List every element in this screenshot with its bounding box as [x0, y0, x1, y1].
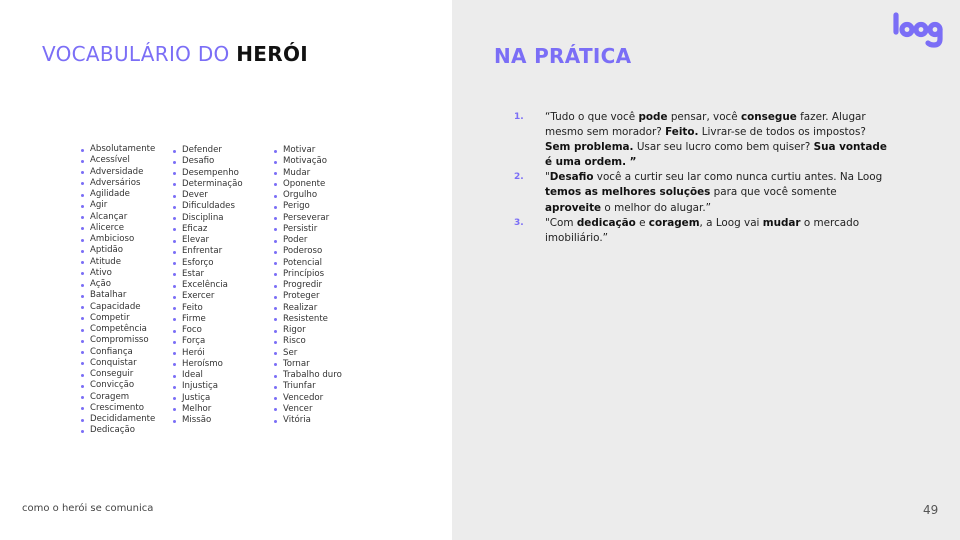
vocabulary-word: Perseverar — [274, 213, 342, 224]
vocabulary-word: Desafio — [173, 156, 243, 167]
footer-caption: como o herói se comunica — [22, 503, 154, 514]
vocabulary-word: Foco — [173, 325, 243, 336]
vocabulary-word: Potencial — [274, 258, 342, 269]
practice-emphasis: Sua vontade é uma ordem. ” — [545, 141, 887, 169]
vocabulary-word: Coragem — [81, 392, 155, 403]
vocabulary-word: Conquistar — [81, 358, 155, 369]
vocabulary-word: Trabalho duro — [274, 370, 342, 381]
vocabulary-word: Mudar — [274, 168, 342, 179]
vocabulary-word: Vitória — [274, 415, 342, 426]
vocabulary-word: Tornar — [274, 359, 342, 370]
page-number: 49 — [923, 503, 939, 517]
vocabulary-column-1 — [81, 144, 155, 437]
vocabulary-word: Persistir — [274, 224, 342, 235]
vocabulary-word: Desempenho — [173, 168, 243, 179]
practice-text: o mercado imobiliário.” — [545, 216, 860, 244]
vocabulary-word: Missão — [173, 415, 243, 426]
practice-emphasis: dedicação — [576, 216, 636, 229]
vocabulary-word: Adversários — [81, 178, 155, 189]
practice-emphasis: mudar — [762, 216, 801, 229]
practice-text: pensar, você — [667, 111, 741, 123]
vocabulary-word: Ação — [81, 279, 155, 290]
vocabulary-word: Poderoso — [274, 246, 342, 257]
vocabulary-word: Aptidão — [81, 245, 155, 256]
vocabulary-word: Rigor — [274, 325, 342, 336]
vocabulary-word: Decididamente — [81, 414, 155, 425]
practice-item-number: 1. — [514, 112, 524, 122]
practice-text: para que você somente — [710, 186, 837, 199]
vocabulary-word: Risco — [274, 336, 342, 347]
vocabulary-word: Atitude — [81, 257, 155, 268]
vocabulary-word: Vencer — [274, 404, 342, 415]
practice-panel — [452, 0, 960, 540]
practice-item — [514, 216, 892, 246]
practice-emphasis: Sem problema. — [545, 141, 634, 154]
practice-item-number: 3. — [514, 217, 524, 228]
vocabulary-word: Defender — [173, 145, 243, 156]
vocabulary-column-3 — [274, 145, 342, 426]
vocabulary-word: Esforço — [173, 258, 243, 269]
practice-item-number: 2. — [514, 172, 524, 183]
vocabulary-word: Motivar — [274, 145, 342, 156]
vocabulary-word: Poder — [274, 235, 342, 246]
practice-emphasis: pode — [638, 111, 668, 123]
practice-item — [514, 110, 892, 170]
vocabulary-word: Disciplina — [173, 213, 243, 224]
vocabulary-word: Crescimento — [81, 403, 155, 414]
vocabulary-word: Competência — [81, 324, 155, 335]
vocabulary-word: Elevar — [173, 235, 243, 246]
vocabulary-word: Exercer — [173, 291, 243, 302]
vocabulary-word: Injustiça — [173, 381, 243, 392]
vocabulary-title — [42, 42, 308, 66]
practice-text: você a curtir seu lar como nunca curtiu antes. Na Loog — [593, 171, 883, 184]
vocabulary-word: Adversidade — [81, 167, 155, 178]
vocabulary-word: Convicção — [81, 380, 155, 391]
vocabulary-title-prefix: VOCABULÁRIO DO — [42, 42, 237, 66]
practice-text: o melhor do alugar.” — [601, 201, 712, 214]
vocabulary-word: Orgulho — [274, 190, 342, 201]
vocabulary-word: Compromisso — [81, 335, 155, 346]
practice-text: e — [635, 216, 649, 229]
vocabulary-word: Enfrentar — [173, 246, 243, 257]
vocabulary-word: Capacidade — [81, 302, 155, 313]
practice-title: NA PRÁTICA — [494, 44, 632, 68]
vocabulary-word: Ambicioso — [81, 234, 155, 245]
practice-text: Usar seu lucro como bem quiser? — [633, 141, 814, 154]
practice-emphasis: consegue — [740, 111, 797, 123]
vocabulary-word: Dedicação — [81, 425, 155, 436]
vocabulary-word: Oponente — [274, 179, 342, 190]
vocabulary-word: Competir — [81, 313, 155, 324]
vocabulary-word: Firme — [173, 314, 243, 325]
vocabulary-title-strong: HERÓI — [236, 42, 309, 66]
vocabulary-panel — [0, 0, 452, 540]
vocabulary-word: Herói — [173, 348, 243, 359]
practice-emphasis: temos as melhores soluções — [545, 186, 711, 199]
practice-text: Livrar-se de todos os impostos? — [698, 126, 866, 139]
vocabulary-word: Acessível — [81, 155, 155, 166]
vocabulary-word: Ser — [274, 348, 342, 359]
vocabulary-word: Agilidade — [81, 189, 155, 200]
practice-text: " — [545, 171, 550, 184]
practice-text: “Tudo o que você — [545, 111, 639, 123]
vocabulary-word: Absolutamente — [81, 144, 155, 155]
vocabulary-word: Melhor — [173, 404, 243, 415]
vocabulary-word: Ativo — [81, 268, 155, 279]
vocabulary-word: Motivação — [274, 156, 342, 167]
vocabulary-word: Determinação — [173, 179, 243, 190]
vocabulary-word: Estar — [173, 269, 243, 280]
vocabulary-word: Confiança — [81, 347, 155, 358]
vocabulary-word: Dificuldades — [173, 201, 243, 212]
vocabulary-word: Conseguir — [81, 369, 155, 380]
practice-item — [514, 170, 892, 215]
vocabulary-word: Justiça — [173, 393, 243, 404]
practice-emphasis: aproveite — [545, 201, 602, 214]
practice-text: "Com — [545, 216, 577, 229]
practice-list — [514, 110, 892, 246]
practice-emphasis: coragem — [648, 216, 700, 229]
vocabulary-word: Perigo — [274, 201, 342, 212]
vocabulary-word: Força — [173, 336, 243, 347]
practice-text: fazer. Alugar mesmo sem morador? — [545, 111, 866, 139]
vocabulary-word: Progredir — [274, 280, 342, 291]
vocabulary-word: Batalhar — [81, 290, 155, 301]
vocabulary-word: Proteger — [274, 291, 342, 302]
vocabulary-word: Triunfar — [274, 381, 342, 392]
vocabulary-word: Vencedor — [274, 393, 342, 404]
vocabulary-word: Alcançar — [81, 212, 155, 223]
vocabulary-word: Ideal — [173, 370, 243, 381]
vocabulary-word: Alicerce — [81, 223, 155, 234]
practice-emphasis: Desafio — [549, 171, 594, 184]
vocabulary-word: Realizar — [274, 303, 342, 314]
vocabulary-word: Dever — [173, 190, 243, 201]
vocabulary-word: Princípios — [274, 269, 342, 280]
vocabulary-word: Resistente — [274, 314, 342, 325]
practice-text: , a Loog vai — [699, 216, 763, 229]
vocabulary-word: Feito — [173, 303, 243, 314]
vocabulary-column-2 — [173, 145, 243, 426]
vocabulary-word: Excelência — [173, 280, 243, 291]
loog-logo — [892, 12, 944, 48]
vocabulary-word: Agir — [81, 200, 155, 211]
vocabulary-word: Heroísmo — [173, 359, 243, 370]
practice-emphasis: Feito. — [665, 126, 699, 139]
vocabulary-word: Eficaz — [173, 224, 243, 235]
